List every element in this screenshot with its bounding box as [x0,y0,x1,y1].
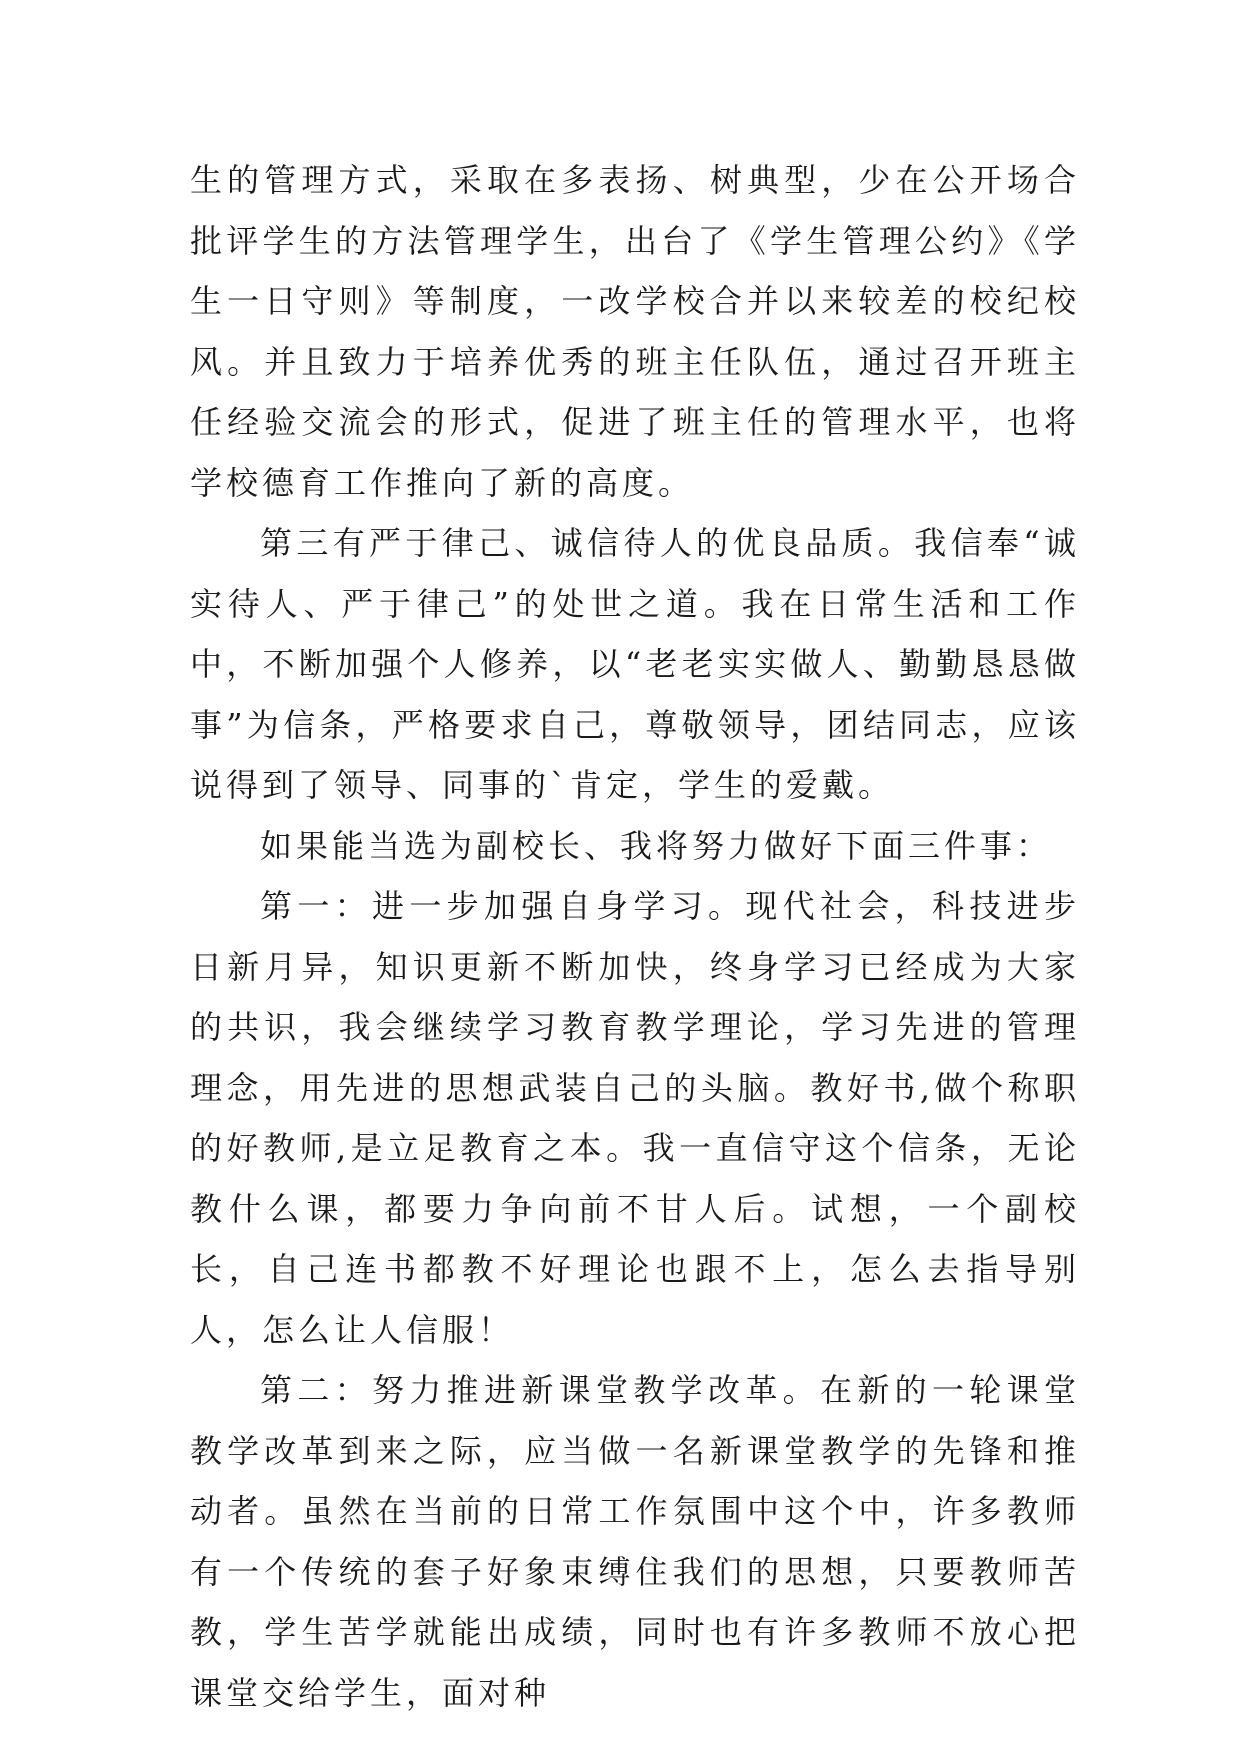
paragraph-1: 生的管理方式，采取在多表扬、树典型，少在公开场合批评学生的方法管理学生，出台了《学生管理公约》《学生一日守则》等制度，一改学校合并以来较差的校纪校风。并且致力于培养优秀的班主任队伍，通过召开班主任经验交流会的形式，促进了班主任的管理水平，也将学校德育工作推向了新的高度。 [190,161,1080,502]
paragraph-4: 第一：进一步加强自身学习。现代社会，科技进步日新月异，知识更新不断加快，终身学习已经成为大家的共识，我会继续学习教育教学理论，学习先进的管理理念，用先进的思想武装自己的头脑。教好书,做个称职的好教师,是立足教育之本。我一直信守这个信条，无论教什么课，都要力争向前不甘人后。试想，一个副校长，自己连书都教不好理论也跟不上，怎么去指导别人，怎么让人信服！ [190,887,1080,1349]
paragraph-2: 第三有严于律己、诚信待人的优良品质。我信奉“诚实待人、严于律己”的处世之道。我在日常生活和工作中，不断加强个人修养，以“老老实实做人、勤勤恳恳做事”为信条，严格要求自己，尊敬领导，团结同志，应该说得到了领导、同事的`肯定，学生的爱戴。 [190,524,1080,804]
document-body [190,150,1080,1723]
paragraph-3: 如果能当选为副校长、我将努力做好下面三件事： [260,826,1053,865]
paragraph-5: 第二：努力推进新课堂教学改革。在新的一轮课堂教学改革到来之际，应当做一名新课堂教学的先锋和推动者。虽然在当前的日常工作氛围中这个中，许多教师有一个传统的套子好象束缚住我们的思想，只要教师苦教，学生苦学就能出成绩，同时也有许多教师不放心把课堂交给学生，面对种 [190,1371,1080,1712]
